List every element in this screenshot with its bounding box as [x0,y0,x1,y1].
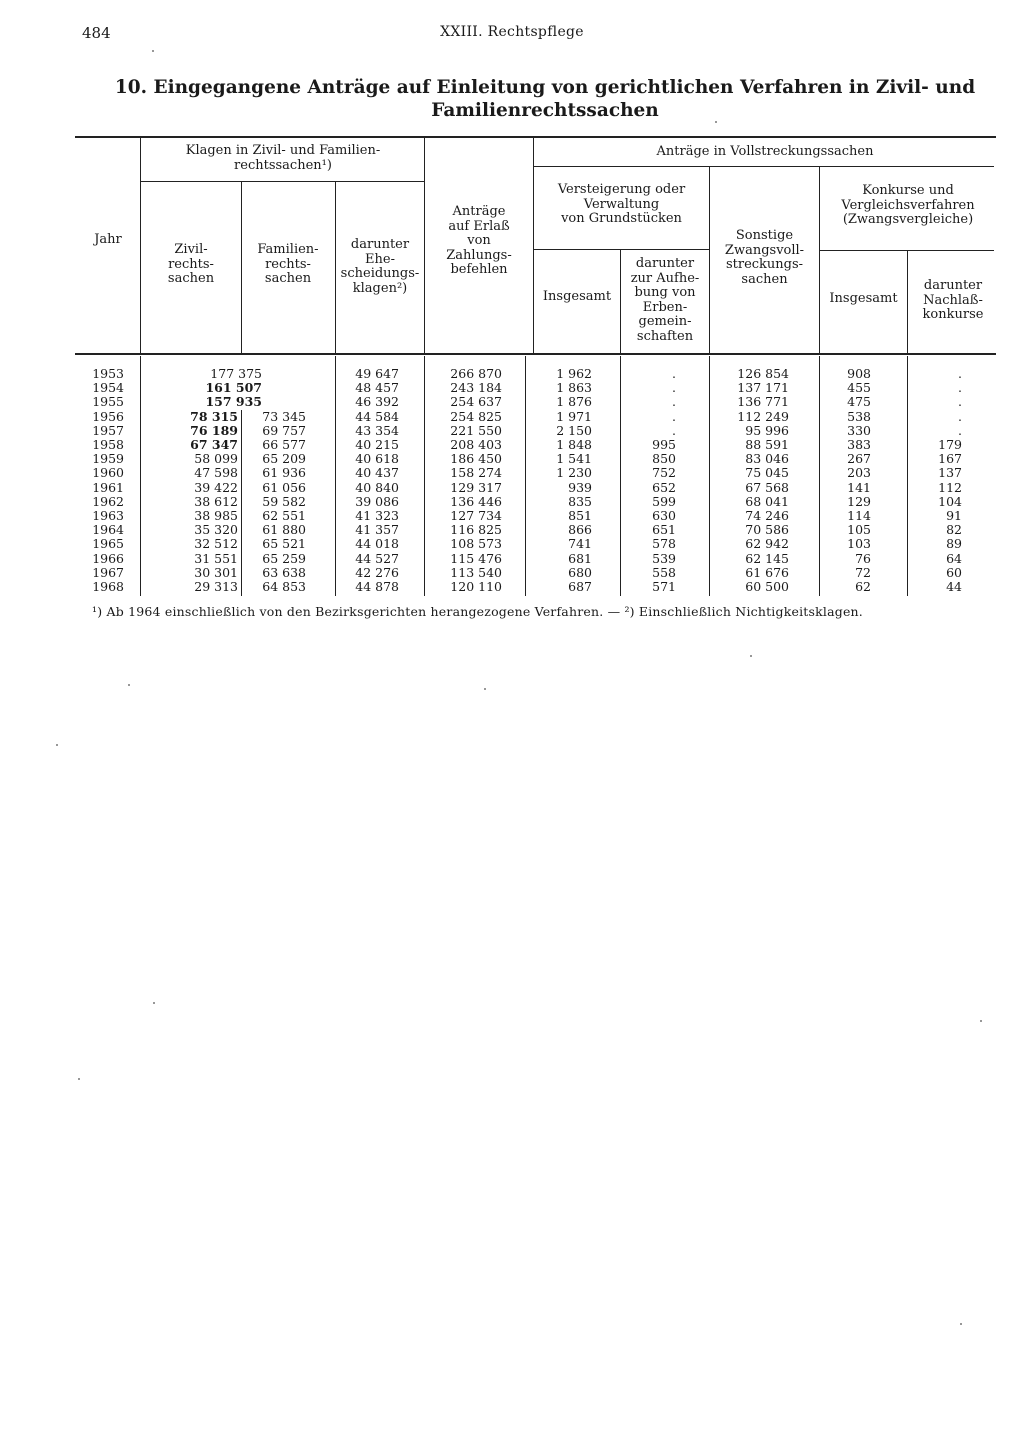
cell-konk: 330 [847,422,871,438]
vrule-hd-2 [241,182,242,353]
cell-nachl: 64 [946,550,962,566]
cell-nachl: 104 [938,493,962,509]
cell-familien: 63 638 [262,564,306,580]
cell-erben: 630 [652,508,676,523]
cell-zivil: 29 313 [194,579,238,594]
cell-zivil: 35 320 [194,522,238,538]
cell-familien: 64 853 [262,579,306,594]
cell-konk: 114 [847,508,871,523]
cell-vers: 866 [568,522,592,538]
cell-familien: 65 521 [262,536,306,552]
cell-erben: 752 [652,465,676,481]
cell-sonst: 61 676 [745,564,789,580]
header-voll-group: Anträge in Vollstreckungssachen [656,144,874,159]
cell-klagen-total: 161 507 [205,380,262,396]
cell-erben: 578 [652,536,676,552]
cell-sonst: 112 249 [737,408,789,424]
cell-erben: 558 [652,564,676,580]
row-year: 1968 [92,579,124,594]
scan-speck [484,688,486,690]
cell-zahlung: 127 734 [450,508,502,523]
cell-sonst: 67 568 [745,479,789,495]
cell-sonst: 95 996 [745,422,789,438]
header-klagen-group: Klagen in Zivil- und Familien- rechtssachen¹) [185,143,381,173]
cell-zahlung: 115 476 [450,550,502,566]
cell-ehe: 42 276 [355,564,399,580]
scan-speck [152,50,154,52]
title-line-1: 10. Eingegangene Anträge auf Einleitung von gerichtlichen Verfahren in Zivil- und [114,77,976,98]
cell-vers: 1 876 [556,394,592,410]
cell-zahlung: 266 870 [450,366,502,381]
cell-ehe: 43 354 [355,422,399,438]
cell-zivil: 78 315 [190,408,238,424]
cell-erben: . [672,394,676,410]
scan-speck [78,1078,80,1080]
cell-ehe: 44 584 [355,408,399,424]
cell-sonst: 126 854 [737,366,789,381]
row-year: 1956 [92,408,124,424]
cell-ehe: 44 878 [355,579,399,594]
cell-konk: 62 [855,579,871,594]
cell-familien: 65 209 [262,451,306,467]
cell-nachl: 179 [938,437,962,452]
header-vers-insgesamt: Insgesamt [542,289,612,304]
cell-sonst: 70 586 [745,522,789,538]
header-versteigerung-group: Versteigerung oder Verwaltung von Grundstücken [557,182,686,226]
cell-zahlung: 221 550 [450,422,502,438]
cell-zivil: 38 985 [194,508,238,523]
cell-ehe: 44 018 [355,536,399,552]
scan-speck [153,1002,155,1004]
cell-ehe: 40 215 [355,437,399,452]
cell-sonst: 60 500 [745,579,789,594]
cell-konk: 455 [847,380,871,396]
cell-erben: 571 [652,579,676,594]
row-year: 1965 [92,536,124,552]
vrule-hd-9 [907,251,908,353]
cell-ehe: 40 437 [355,465,399,481]
cell-klagen-total: 157 935 [205,394,262,410]
cell-nachl: 82 [946,522,962,538]
cell-vers: 939 [568,479,592,495]
scan-speck [980,1020,982,1022]
row-year: 1967 [92,564,124,580]
cell-nachl: . [958,422,962,438]
cell-ehe: 39 086 [355,493,399,509]
cell-erben: 599 [652,493,676,509]
running-head: XXIII. Rechtspflege [440,24,584,40]
cell-familien: 73 345 [262,408,306,424]
cell-familien: 61 880 [262,522,306,538]
cell-zahlung: 116 825 [450,522,502,538]
cell-vers: 1 971 [556,408,592,424]
cell-nachl: 112 [938,479,962,495]
cell-konk: 383 [847,437,871,452]
cell-vers: 1 962 [556,366,592,381]
cell-konk: 267 [847,451,871,467]
cell-zivil: 38 612 [194,493,238,509]
cell-vers: 851 [568,508,592,523]
scan-speck [56,744,58,746]
cell-nachl: . [958,394,962,410]
cell-zivil: 67 347 [190,437,238,452]
footnote: ¹) Ab 1964 einschließlich von den Bezirksgerichten herangezogene Verfahren. — ²) Einschließlich Nichtigkeitsklagen. [92,604,863,619]
cell-vers: 681 [568,550,592,566]
cell-erben: 539 [652,550,676,566]
cell-zahlung: 158 274 [450,465,502,481]
cell-familien: 65 259 [262,550,306,566]
vrule-hd-1 [140,137,141,353]
cell-nachl: 60 [946,564,962,580]
vrule-hd-8 [819,167,820,353]
header-jahr: Jahr [94,232,122,247]
cell-nachl: 137 [938,465,962,481]
header-zahlung: Anträge auf Erlaß von Zahlungs- befehlen [446,204,512,277]
cell-nachl: 89 [946,536,962,552]
cell-ehe: 40 618 [355,451,399,467]
vrule-hd-6 [620,250,621,353]
row-year: 1953 [92,366,124,381]
cell-nachl: 167 [938,451,962,467]
header-bottom-rule [75,353,996,355]
cell-familien: 66 577 [262,437,306,452]
cell-sonst: 83 046 [745,451,789,467]
cell-erben: 850 [652,451,676,467]
row-year: 1964 [92,522,124,538]
row-year: 1955 [92,394,124,410]
cell-ehe: 40 840 [355,479,399,495]
cell-zahlung: 129 317 [450,479,502,495]
cell-nachl: 91 [946,508,962,523]
row-year: 1961 [92,479,124,495]
cell-zahlung: 186 450 [450,451,502,467]
cell-vers: 1 848 [556,437,592,452]
cell-vers: 1 863 [556,380,592,396]
rule-voll-group [533,166,994,167]
header-konk-insgesamt: Insgesamt [829,291,898,306]
cell-erben: 651 [652,522,676,538]
cell-vers: 1 541 [556,451,592,467]
cell-erben: 652 [652,479,676,495]
table-top-rule [75,136,996,138]
vrule-body-1 [140,356,141,596]
cell-ehe: 46 392 [355,394,399,410]
vrule-hd-3 [335,182,336,353]
cell-ehe: 41 323 [355,508,399,523]
header-zivil: Zivil- rechts- sachen [167,242,215,286]
cell-zivil: 32 512 [194,536,238,552]
vrule-hd-5 [533,137,534,353]
cell-konk: 475 [847,394,871,410]
cell-vers: 2 150 [556,422,592,438]
cell-klagen-total: 177 375 [210,366,262,381]
row-year: 1957 [92,422,124,438]
page-number: 484 [82,24,111,42]
cell-konk: 105 [847,522,871,538]
row-year: 1966 [92,550,124,566]
cell-ehe: 41 357 [355,522,399,538]
row-year: 1954 [92,380,124,396]
scan-speck [750,655,752,657]
cell-erben: . [672,366,676,381]
header-vers-erben: darunter zur Aufhe- bung von Erben- gemein- schaften [630,256,700,344]
cell-konk: 203 [847,465,871,481]
cell-zivil: 47 598 [194,465,238,481]
cell-familien: 61 056 [262,479,306,495]
cell-vers: 835 [568,493,592,509]
header-sonstige: Sonstige Zwangsvoll- streckungs- sachen [724,228,805,287]
cell-zahlung: 108 573 [450,536,502,552]
cell-erben: . [672,422,676,438]
cell-nachl: . [958,408,962,424]
cell-familien: 69 757 [262,422,306,438]
cell-sonst: 88 591 [745,437,789,452]
cell-zahlung: 208 403 [450,437,502,452]
cell-vers: 1 230 [556,465,592,481]
cell-zivil: 39 422 [194,479,238,495]
header-ehe: darunter Ehe- scheidungs- klagen²) [340,237,420,296]
header-konkurse-group: Konkurse und Vergleichsverfahren (Zwangsvergleiche) [841,183,975,227]
cell-konk: 72 [855,564,871,580]
cell-sonst: 62 145 [745,550,789,566]
cell-konk: 129 [847,493,871,509]
cell-zahlung: 120 110 [450,579,502,594]
vrule-hd-4 [424,137,425,353]
cell-sonst: 137 171 [737,380,789,396]
row-year: 1962 [92,493,124,509]
row-year: 1959 [92,451,124,467]
scan-speck [128,684,130,686]
cell-familien: 59 582 [262,493,306,509]
cell-zivil: 31 551 [194,550,238,566]
scan-speck [960,1323,962,1325]
cell-nachl: . [958,366,962,381]
row-year: 1963 [92,508,124,523]
row-year: 1960 [92,465,124,481]
cell-zahlung: 113 540 [450,564,502,580]
cell-konk: 538 [847,408,871,424]
cell-konk: 141 [847,479,871,495]
cell-vers: 680 [568,564,592,580]
cell-ehe: 48 457 [355,380,399,396]
cell-nachl: . [958,380,962,396]
cell-familien: 61 936 [262,465,306,481]
cell-zahlung: 136 446 [450,493,502,509]
cell-sonst: 68 041 [745,493,789,509]
rule-versteigerung-group [533,249,709,250]
cell-zivil: 58 099 [194,451,238,467]
cell-zivil: 76 189 [190,422,238,438]
cell-nachl: 44 [946,579,962,594]
cell-erben: . [672,408,676,424]
cell-familien: 62 551 [262,508,306,523]
cell-vers: 687 [568,579,592,594]
cell-zahlung: 254 637 [450,394,502,410]
cell-zahlung: 243 184 [450,380,502,396]
cell-vers: 741 [568,536,592,552]
cell-ehe: 44 527 [355,550,399,566]
row-year: 1958 [92,437,124,452]
cell-ehe: 49 647 [355,366,399,381]
cell-zahlung: 254 825 [450,408,502,424]
cell-sonst: 74 246 [745,508,789,523]
cell-sonst: 62 942 [745,536,789,552]
scan-speck [715,121,717,123]
cell-zivil: 30 301 [194,564,238,580]
cell-erben: . [672,380,676,396]
header-konk-nachlass: darunter Nachlaß- konkurse [922,278,984,322]
cell-erben: 995 [652,437,676,452]
header-familien: Familien- rechts- sachen [257,242,319,286]
cell-konk: 76 [855,550,871,566]
cell-konk: 908 [847,366,871,381]
cell-sonst: 75 045 [745,465,789,481]
cell-sonst: 136 771 [737,394,789,410]
title-line-2: Familienrechtssachen [431,100,659,121]
cell-konk: 103 [847,536,871,552]
rule-klagen-group [140,181,424,182]
vrule-hd-7 [709,167,710,353]
